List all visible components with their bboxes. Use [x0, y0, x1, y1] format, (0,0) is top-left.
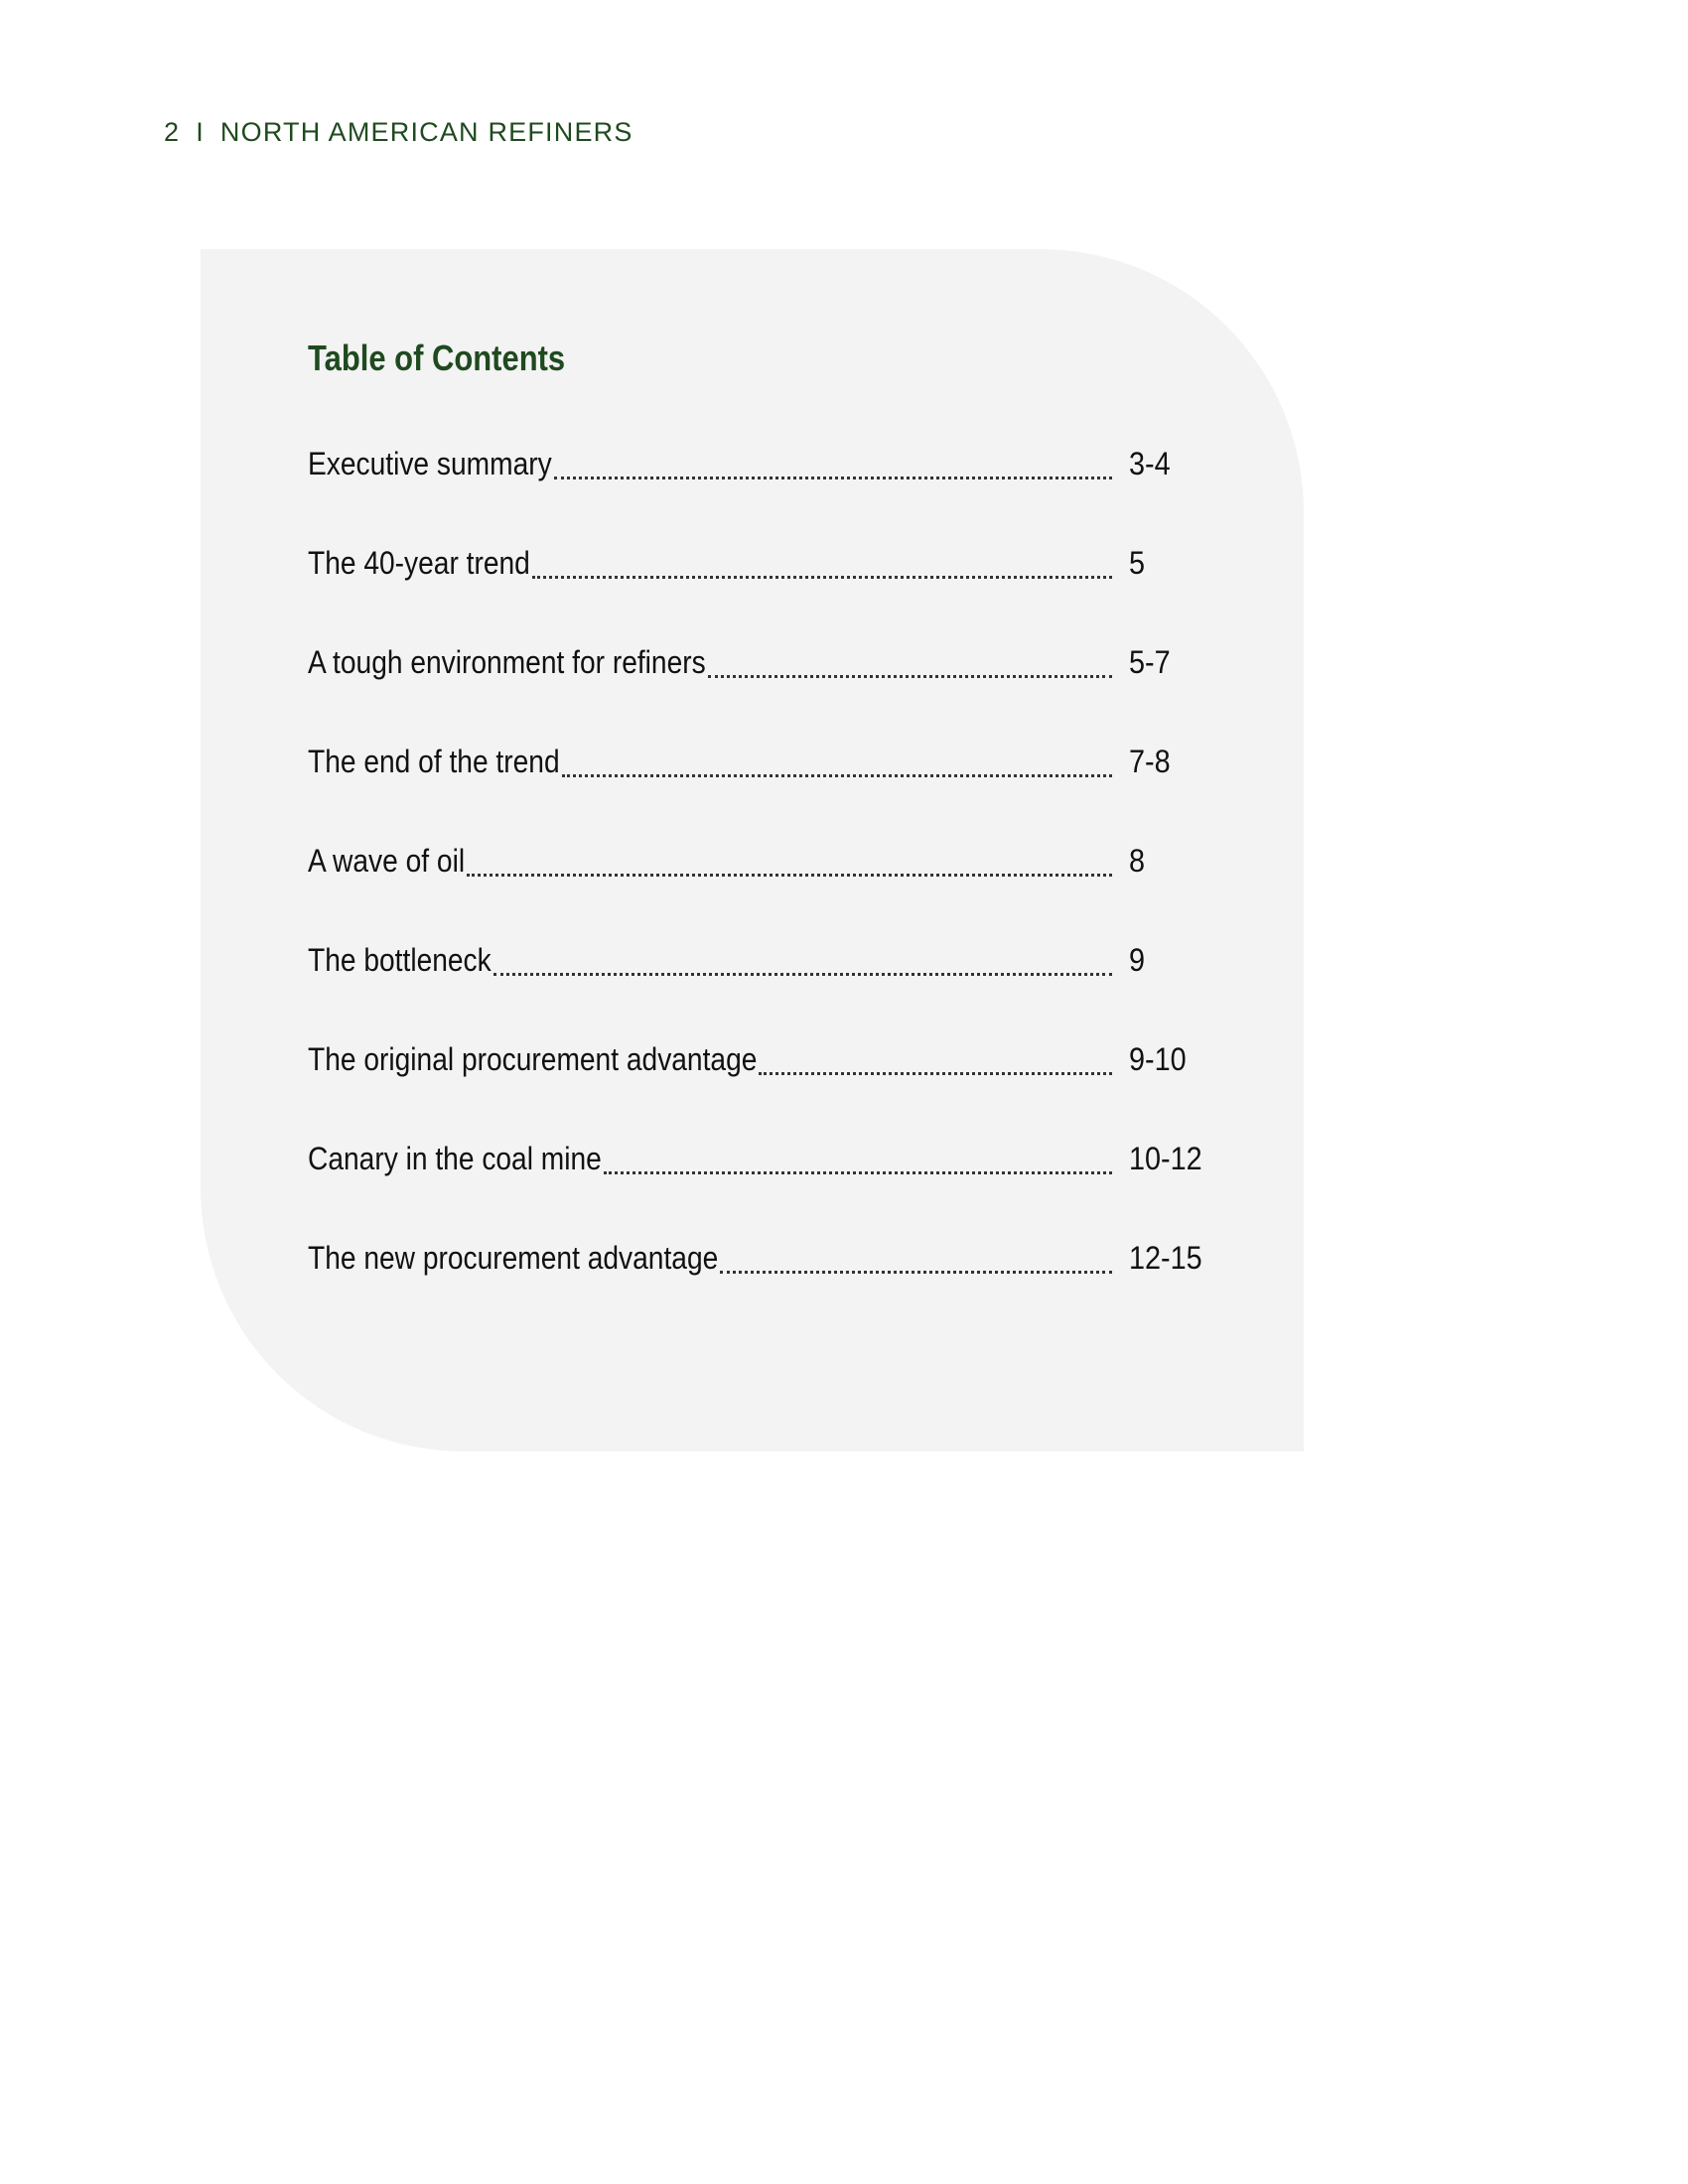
toc-title: Table of Contents	[308, 338, 566, 378]
toc-entry-label: A tough environment for refiners	[308, 644, 706, 680]
toc-dot-leader	[759, 1072, 1112, 1075]
toc-dot-leader	[720, 1271, 1112, 1274]
toc-entry-label: The bottleneck	[308, 942, 492, 978]
toc-entry[interactable]	[308, 744, 1221, 843]
toc-entry-pages: 8	[1129, 843, 1146, 879]
publication-title: NORTH AMERICAN REFINERS	[219, 117, 633, 147]
toc-entry[interactable]	[308, 843, 1221, 942]
toc-entry-label: The 40-year trend	[308, 545, 530, 581]
toc-entry-label: Canary in the coal mine	[308, 1141, 602, 1176]
header-separator: I	[196, 117, 205, 147]
toc-entry[interactable]	[308, 1041, 1221, 1141]
toc-dot-leader	[562, 774, 1112, 777]
toc-entry-label: Executive summary	[308, 446, 552, 481]
toc-dot-leader	[708, 675, 1112, 678]
toc-entry[interactable]	[308, 942, 1221, 1041]
toc-entry-pages: 10-12	[1129, 1141, 1202, 1176]
running-header	[164, 117, 633, 148]
toc-entry-pages: 5	[1129, 545, 1146, 581]
toc-entry-pages: 12-15	[1129, 1240, 1202, 1276]
toc-dot-leader	[493, 973, 1112, 976]
toc-entry-label: The new procurement advantage	[308, 1240, 719, 1276]
toc-entry-pages: 9-10	[1129, 1041, 1187, 1077]
toc-entry[interactable]	[308, 1141, 1221, 1240]
page-number: 2	[164, 117, 181, 147]
toc-entry[interactable]	[308, 545, 1221, 644]
toc-entry-label: A wave of oil	[308, 843, 466, 879]
toc-list	[308, 446, 1221, 1339]
toc-entry-label: The original procurement advantage	[308, 1041, 758, 1077]
toc-dot-leader	[554, 477, 1112, 479]
toc-dot-leader	[467, 874, 1112, 877]
toc-entry-label: The end of the trend	[308, 744, 560, 779]
toc-dot-leader	[532, 576, 1112, 579]
toc-entry-pages: 7-8	[1129, 744, 1171, 779]
toc-entry-pages: 5-7	[1129, 644, 1171, 680]
toc-entry[interactable]	[308, 1240, 1221, 1339]
toc-entry[interactable]	[308, 644, 1221, 744]
toc-entry-pages: 9	[1129, 942, 1146, 978]
toc-entry[interactable]	[308, 446, 1221, 545]
toc-entry-pages: 3-4	[1129, 446, 1171, 481]
toc-dot-leader	[604, 1171, 1112, 1174]
